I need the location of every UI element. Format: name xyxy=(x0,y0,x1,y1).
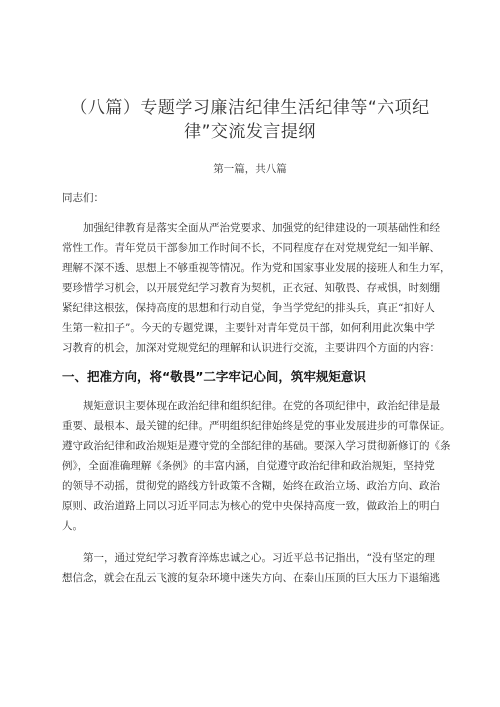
para2-line: 规矩意识主要体现在政治纪律和组织纪律。在党的各项纪律中，政治纪律是最 xyxy=(83,400,440,412)
section-heading-1: 一、把准方向，将“敬畏”二字牢记心间，筑牢规矩意识 xyxy=(62,369,366,384)
para2-line: 重要、最根本、最关键的纪律。严明组织纪律始终是党的事业发展进步的可靠保证。 xyxy=(62,420,451,432)
para3-line: 想信念，就会在乱云飞渡的复杂环境中迷失方向、在泰山压顶的巨大压力下退缩逃 xyxy=(62,572,440,584)
document-title-line-2: 律”交流发言提纲 xyxy=(184,122,316,142)
para1-line: 加强纪律教育是落实全面从严治党要求、加强党的纪律建设的一项基础性和经 xyxy=(83,222,440,234)
para1-line: 紧纪律这根弦，保持高度的思想和行动自觉，争当学党纪的排头兵，真正“扣好人 xyxy=(62,302,435,314)
para3-line: 第一，通过党纪学习教育淬炼忠诚之心。习近平总书记指出，“没有坚定的理 xyxy=(83,552,435,564)
para1-line: 习教育的机会，加深对党规党纪的理解和认识进行交流，主要讲四个方面的内容： xyxy=(62,342,440,354)
para2-line: 原则、政治道路上同以习近平同志为核心的党中央保持高度一致，做政治上的明白 xyxy=(62,500,440,512)
salutation: 同志们： xyxy=(62,192,104,204)
document-title-line-1: （八篇）专题学习廉洁纪律生活纪律等“六项纪 xyxy=(70,98,430,118)
para1-line: 理解不深不透、思想上不够重视等情况。作为党和国家事业发展的接班人和生力军， xyxy=(62,262,451,274)
para2-line: 例》，全面准确理解《条例》的丰富内涵，自觉遵守政治纪律和政治规矩，坚持党 xyxy=(62,460,435,472)
para1-line: 常性工作。青年党员干部参加工作时间不长，不同程度存在对党规党纪一知半解、 xyxy=(62,242,440,254)
para2-line: 遵守政治纪律和政治规矩是遵守党的全部纪律的基础。要深入学习贯彻新修订的《条 xyxy=(62,440,451,452)
para2-line: 人。 xyxy=(62,520,83,532)
para2-line: 的领导不动摇，贯彻党的路线方针政策不含糊，始终在政治立场、政治方向、政治 xyxy=(62,480,440,492)
para1-line: 生第一粒扣子”。今天的专题党课，主要针对青年党员干部，如何利用此次集中学 xyxy=(62,322,435,334)
document-subtitle: 第一篇，共八篇 xyxy=(213,163,287,175)
para1-line: 要珍惜学习机会，以开展党纪学习教育为契机，正衣冠、知敬畏、存戒惧，时刻绷 xyxy=(62,282,440,294)
